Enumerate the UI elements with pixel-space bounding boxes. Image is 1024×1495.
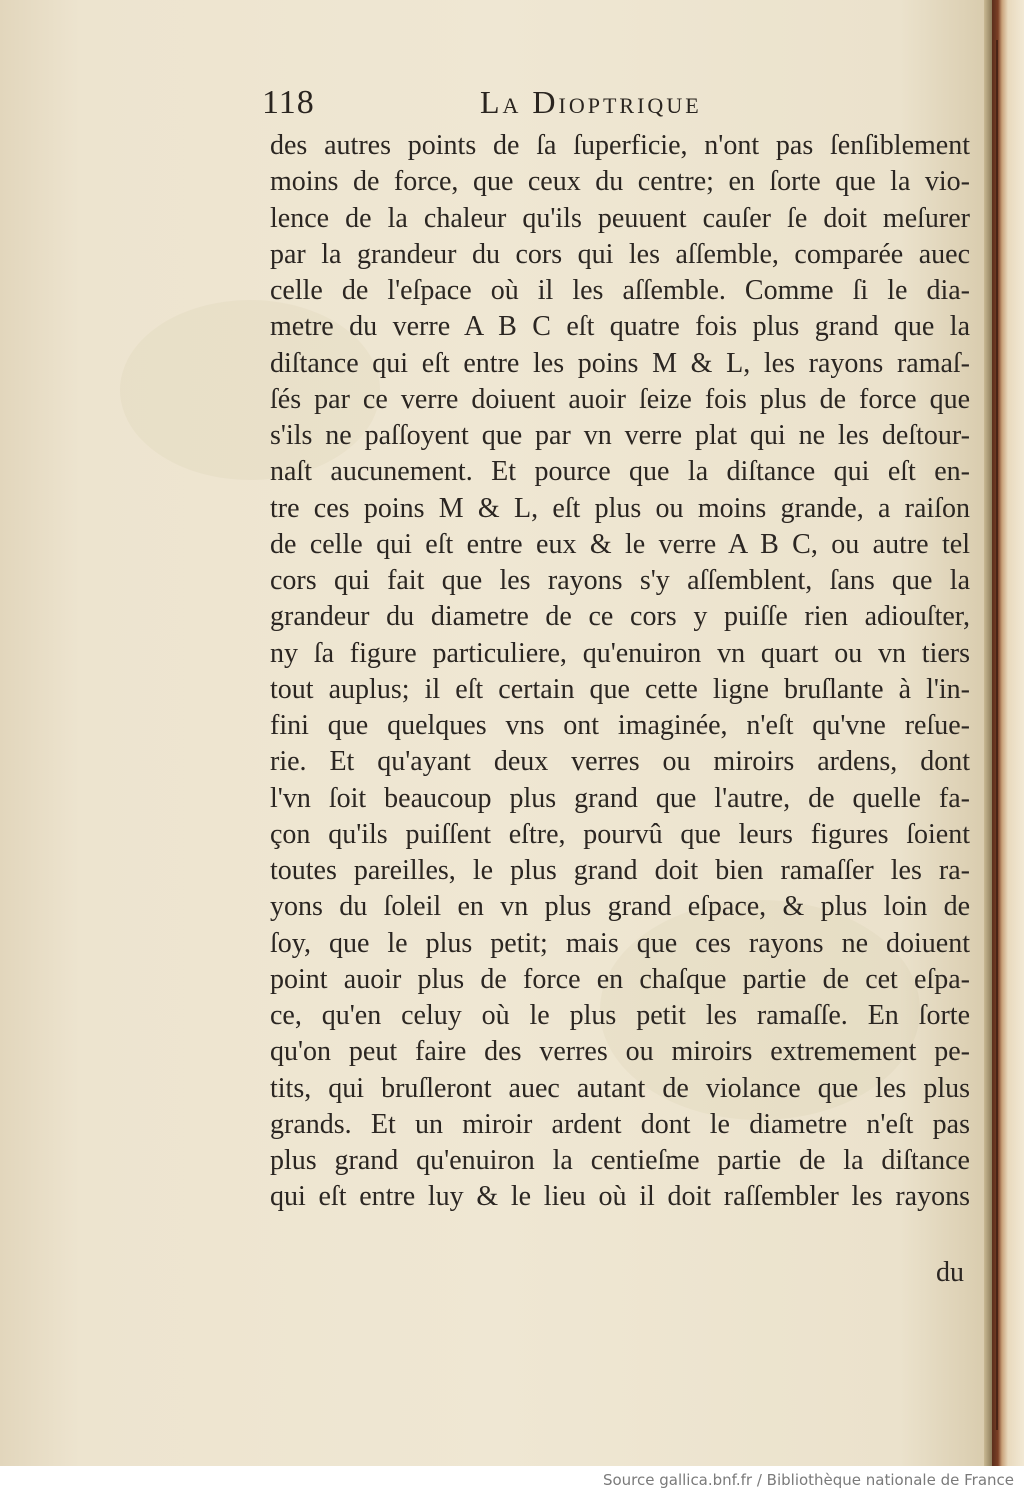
text-line: grandeur du diametre de ce cors y puiſſe rien adiouſter, [270,601,970,633]
text-line: naſt aucunement. Et pource que la diſtance qui eſt en- [270,456,970,488]
text-line: cors qui fait que les rayons s'y aſſemblent, ſans que la [270,565,970,596]
text-line: de celle qui eſt entre eux & le verre A B C, ou autre tel [270,528,970,560]
text-line: grands. Et un miroir ardent dont le diametre n'eſt pas [270,1108,970,1140]
binding-edge [996,40,998,1430]
text-line: ſés par ce verre doiuent auoir ſeize fois plus de force que [270,383,970,415]
text-line: point auoir plus de force en chaſque partie de cet eſpa- [270,963,970,995]
text-line: metre du verre A B C eſt quatre fois plus grand que la [270,311,970,343]
text-line: l'vn ſoit beaucoup plus grand que l'autre, de quelle fa- [270,782,970,814]
text-line: des autres points de ſa ſuperficie, n'ont pas ſenſiblement [270,130,970,161]
text-line: yons du ſoleil en vn plus grand eſpace, & plus loin de [270,891,970,923]
text-line: fini que quelques vns ont imaginée, n'eſt qu'vne reſue- [270,710,970,741]
text-line: celle de l'eſpace où il les aſſemble. Comme ſi le dia- [270,275,970,306]
text-line: lence de la chaleur qu'ils peuuent cauſer ſe doit meſurer [270,202,970,234]
text-line: s'ils ne paſſoyent que par vn verre plat qui ne les deſtour- [270,420,970,451]
footer-bar [0,1466,1024,1495]
text-line: moins de force, que ceux du centre; en ſorte que la vio- [270,166,970,198]
text-line: par la grandeur du cors qui les aſſemble, comparée auec [270,238,970,270]
text-line: ce, qu'en celuy où le plus petit les ramaſſe. En ſorte [270,1000,970,1031]
source-credit: Source gallica.bnf.fr / Bibliothèque nationale de France [602,1471,1014,1489]
text-line: ſoy, que le plus petit; mais que ces rayons ne doiuent [270,927,970,959]
page-number: 118 [262,84,315,121]
text-line: tre ces poins M & L, eſt plus ou moins grande, a raiſon [270,492,970,524]
text-line: plus grand qu'enuiron la centieſme partie de la diſtance [270,1145,970,1176]
running-title: La Dioptrique [480,84,702,120]
page-header [262,84,982,126]
catchword-row [270,1257,970,1293]
text-line: qu'on peut faire des verres ou miroirs extremement pe- [270,1036,970,1068]
text-line: qui eſt entre luy & le lieu où il doit raſſembler les rayons [270,1181,970,1213]
text-line: ny ſa figure particuliere, qu'enuiron vn quart ou vn tiers [270,637,970,669]
text-line: diſtance qui eſt entre les poins M & L, les rayons ramaſ- [270,347,970,379]
text-line: rie. Et qu'ayant deux verres ou miroirs ardens, dont [270,746,970,778]
text-line: çon qu'ils puiſſent eſtre, pourvû que leurs figures ſoient [270,818,970,850]
text-line: tout auplus; il eſt certain que cette ligne bruſlante à l'in- [270,673,970,705]
text-line: toutes pareilles, le plus grand doit bien ramaſſer les ra- [270,855,970,886]
catchword: du [936,1257,964,1288]
text-line: tits, qui bruſleront auec autant de violance que les plus [270,1072,970,1104]
page-edge [984,0,992,1466]
body-text [270,128,970,1216]
